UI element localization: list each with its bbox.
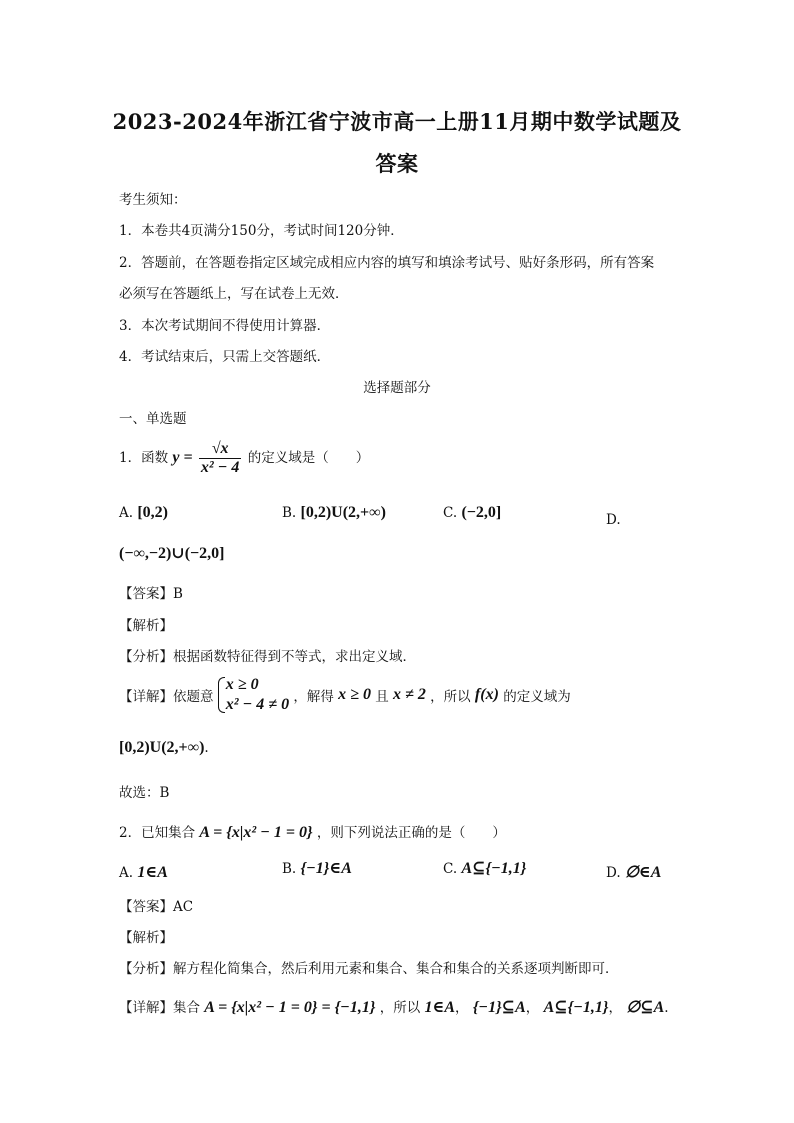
q1-answer: 【答案】B — [119, 586, 183, 602]
option-letter: C. — [443, 861, 458, 877]
detail-text: 的定义域为 — [503, 689, 571, 705]
q1-option-d-math: (−∞,−2)∪(−2,0] — [119, 545, 225, 562]
question-2-stem — [119, 821, 506, 842]
detail-text: . — [204, 740, 209, 756]
q2-option-c — [443, 858, 526, 878]
q1-detail — [119, 675, 571, 715]
detail-text: ， — [525, 1000, 540, 1016]
system-line: x ≥ 0 — [225, 676, 259, 693]
detail-math: A⊆{−1,1} — [543, 999, 609, 1016]
function-lhs: y = — [172, 449, 193, 466]
set-definition: A = {x|x² − 1 = 0} — [199, 824, 313, 841]
question-2-prefix: 2．已知集合 — [119, 825, 196, 841]
detail-text: ，解得 — [293, 689, 334, 705]
option-letter: A. — [119, 505, 134, 521]
notice-item: 3．本次考试期间不得使用计算器． — [119, 318, 331, 334]
q1-detail-result — [119, 739, 209, 757]
option-letter: A. — [119, 865, 134, 881]
fraction-denominator: x² − 4 — [200, 459, 240, 476]
q1-option-d — [606, 512, 621, 528]
detail-text: ， — [608, 1000, 622, 1016]
q1-option-b — [282, 504, 386, 522]
detail-text: ， — [455, 1000, 469, 1016]
q1-option-c — [443, 504, 501, 522]
q2-option-b — [282, 858, 352, 878]
notice-item: 1．本卷共4页满分150分，考试时间120分钟． — [119, 223, 404, 239]
detail-math: x ≥ 0 — [338, 686, 371, 703]
question-2-suffix: ，则下列说法正确的是（ ） — [316, 825, 506, 841]
part-title: 一、单选题 — [119, 411, 187, 427]
option-math: ∅∈A — [624, 864, 662, 881]
inequality-system — [218, 675, 289, 715]
section-title: 选择题部分 — [363, 380, 431, 396]
detail-prefix: 【详解】集合 — [119, 1000, 200, 1016]
option-letter: D. — [606, 512, 621, 528]
detail-math: x ≠ 2 — [393, 686, 426, 703]
detail-text: . — [664, 1000, 669, 1016]
option-math: [0,2) — [137, 504, 168, 521]
option-math: {−1}∈A — [300, 860, 352, 877]
option-letter: D. — [606, 865, 621, 881]
option-math: A⊆{−1,1} — [461, 860, 527, 877]
notice-heading: 考生须知： — [119, 192, 187, 208]
q2-analysis: 【分析】解方程化简集合，然后利用元素和集合、集合和集合的关系逐项判断即可． — [119, 961, 619, 977]
option-math: (−2,0] — [461, 504, 502, 521]
option-math: [0,2)U(2,+∞) — [300, 504, 386, 521]
q1-analysis: 【分析】根据函数特征得到不等式，求出定义域． — [119, 649, 416, 665]
detail-math: [0,2)U(2,+∞) — [119, 739, 205, 756]
fraction-numerator: √x — [199, 440, 242, 459]
document-title-line1: 2023-2024年浙江省宁波市高一上册11月期中数学试题及 — [112, 109, 682, 134]
function-fraction — [199, 440, 242, 477]
q1-option-a — [119, 504, 168, 522]
q1-conclusion: 故选：B — [119, 785, 170, 801]
detail-prefix: 【详解】依题意 — [119, 689, 214, 705]
option-letter: B. — [282, 861, 297, 877]
q2-option-a — [119, 862, 168, 882]
detail-math: f(x) — [474, 686, 499, 703]
q2-detail — [119, 996, 669, 1017]
q2-analysis-label: 【解析】 — [119, 930, 173, 946]
notice-item: 4．考试结束后，只需上交答题纸． — [119, 349, 331, 365]
option-letter: C. — [443, 505, 458, 521]
document-title-line2: 答案 — [375, 151, 419, 176]
question-1-suffix: 的定义域是（ ） — [247, 450, 370, 466]
detail-math: ∅⊆A — [626, 999, 665, 1016]
question-1-prefix: 1．函数 — [119, 450, 169, 466]
detail-math: 1∈A — [424, 999, 456, 1016]
option-math: 1∈A — [137, 864, 168, 881]
notice-item: 2．答题前，在答题卷指定区域完成相应内容的填写和填涂考试号、贴好条形码，所有答案 — [119, 255, 655, 271]
detail-math: {−1}⊆A — [472, 999, 526, 1016]
notice-item: 必须写在答题纸上，写在试卷上无效． — [119, 286, 349, 302]
question-1-stem — [119, 440, 369, 477]
q1-analysis-label: 【解析】 — [119, 618, 173, 634]
detail-text: 且 — [375, 689, 389, 705]
detail-math: A = {x|x² − 1 = 0} = {−1,1} — [204, 999, 376, 1016]
q2-option-d — [606, 862, 661, 882]
detail-text: ，所以 — [379, 1000, 421, 1016]
system-line: x² − 4 ≠ 0 — [225, 696, 290, 713]
detail-text: ，所以 — [430, 689, 471, 705]
q2-answer: 【答案】AC — [119, 899, 194, 915]
option-letter: B. — [282, 505, 297, 521]
